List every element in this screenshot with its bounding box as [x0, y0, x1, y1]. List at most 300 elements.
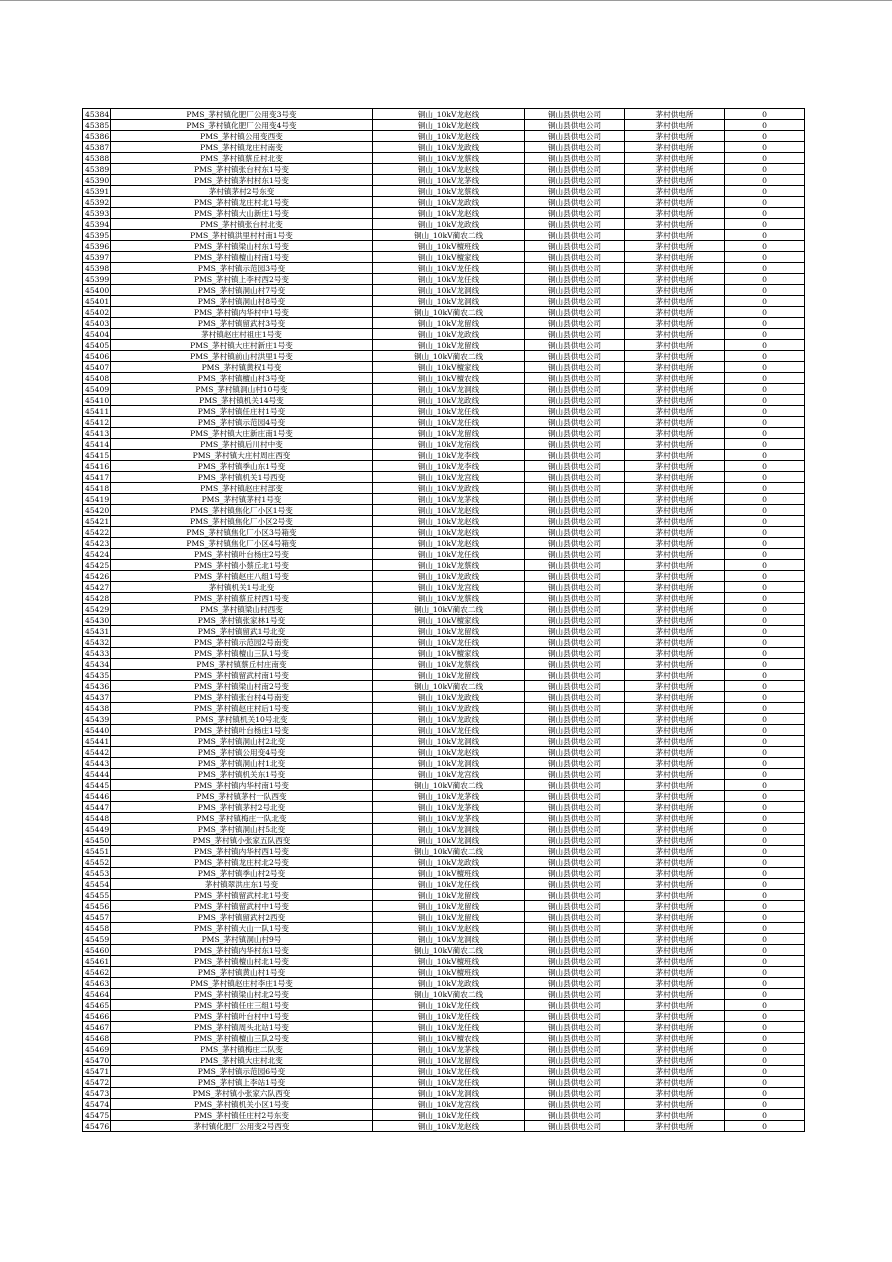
company-cell: 铜山县供电公司: [525, 967, 625, 978]
value-cell: 0: [725, 483, 805, 494]
station-cell: 茅村供电所: [625, 450, 725, 461]
transformer-name-cell: PMS_茅村镇示范园3号变: [111, 263, 373, 274]
table-row: [83, 417, 805, 428]
transformer-name-cell: PMS_茅村镇大庄村新庄1号变: [111, 340, 373, 351]
value-cell: 0: [725, 901, 805, 912]
feeder-line-cell: 铜山_10kV龙留线: [373, 428, 525, 439]
record-id-cell: 45391: [83, 186, 111, 197]
transformer-name-cell: PMS_茅村镇黄山村1号变: [111, 967, 373, 978]
record-id-cell: 45401: [83, 296, 111, 307]
record-id-cell: 45425: [83, 560, 111, 571]
company-cell: 铜山县供电公司: [525, 252, 625, 263]
company-cell: 铜山县供电公司: [525, 604, 625, 615]
value-cell: 0: [725, 736, 805, 747]
transformer-name-cell: PMS_茅村镇张台村东1号变: [111, 164, 373, 175]
station-cell: 茅村供电所: [625, 901, 725, 912]
station-cell: 茅村供电所: [625, 241, 725, 252]
table-row: [83, 1110, 805, 1121]
transformer-name-cell: PMS_茅村镇赵庄八组1号变: [111, 571, 373, 582]
table-row: [83, 439, 805, 450]
station-cell: 茅村供电所: [625, 318, 725, 329]
station-cell: 茅村供电所: [625, 428, 725, 439]
record-id-cell: 45455: [83, 890, 111, 901]
company-cell: 铜山县供电公司: [525, 1066, 625, 1077]
table-row: [83, 1011, 805, 1022]
record-id-cell: 45413: [83, 428, 111, 439]
company-cell: 铜山县供电公司: [525, 560, 625, 571]
record-id-cell: 45464: [83, 989, 111, 1000]
record-id-cell: 45449: [83, 824, 111, 835]
transformer-name-cell: PMS_茅村镇机关小区1号变: [111, 1099, 373, 1110]
transformer-name-cell: PMS_茅村镇梁山村南2号变: [111, 681, 373, 692]
feeder-line-cell: 铜山_10kV龙赵线: [373, 120, 525, 131]
company-cell: 铜山县供电公司: [525, 373, 625, 384]
station-cell: 茅村供电所: [625, 329, 725, 340]
company-cell: 铜山县供电公司: [525, 483, 625, 494]
transformer-name-cell: PMS_茅村镇洞山村10号变: [111, 384, 373, 395]
station-cell: 茅村供电所: [625, 571, 725, 582]
feeder-line-cell: 铜山_10kV龙洞线: [373, 285, 525, 296]
transformer-name-cell: PMS_茅村镇机关1号西变: [111, 472, 373, 483]
table-row: [83, 373, 805, 384]
record-id-cell: 45452: [83, 857, 111, 868]
transformer-name-cell: PMS_茅村镇洞山村8号变: [111, 296, 373, 307]
table-row: [83, 1044, 805, 1055]
record-id-cell: 45458: [83, 923, 111, 934]
record-id-cell: 45395: [83, 230, 111, 241]
feeder-line-cell: 铜山_10kV龙任线: [373, 1022, 525, 1033]
table-row: [83, 1033, 805, 1044]
feeder-line-cell: 铜山_10kV龙蔡线: [373, 593, 525, 604]
value-cell: 0: [725, 505, 805, 516]
station-cell: 茅村供电所: [625, 934, 725, 945]
station-cell: 茅村供电所: [625, 461, 725, 472]
record-id-cell: 45407: [83, 362, 111, 373]
station-cell: 茅村供电所: [625, 846, 725, 857]
station-cell: 茅村供电所: [625, 384, 725, 395]
station-cell: 茅村供电所: [625, 527, 725, 538]
station-cell: 茅村供电所: [625, 175, 725, 186]
record-id-cell: 45411: [83, 406, 111, 417]
company-cell: 铜山县供电公司: [525, 714, 625, 725]
table-row: [83, 428, 805, 439]
station-cell: 茅村供电所: [625, 1099, 725, 1110]
company-cell: 铜山县供电公司: [525, 978, 625, 989]
record-id-cell: 45405: [83, 340, 111, 351]
record-id-cell: 45426: [83, 571, 111, 582]
transformer-name-cell: PMS_茅村镇留武村3号变: [111, 318, 373, 329]
company-cell: 铜山县供电公司: [525, 274, 625, 285]
record-id-cell: 45446: [83, 791, 111, 802]
company-cell: 铜山县供电公司: [525, 989, 625, 1000]
feeder-line-cell: 铜山_10kV龙任线: [373, 274, 525, 285]
company-cell: 铜山县供电公司: [525, 824, 625, 835]
record-id-cell: 45386: [83, 131, 111, 142]
company-cell: 铜山县供电公司: [525, 1099, 625, 1110]
table-row: [83, 538, 805, 549]
value-cell: 0: [725, 428, 805, 439]
value-cell: 0: [725, 516, 805, 527]
feeder-line-cell: 铜山_10kV蔺农二线: [373, 846, 525, 857]
feeder-line-cell: 铜山_10kV龙蔡线: [373, 153, 525, 164]
value-cell: 0: [725, 923, 805, 934]
record-id-cell: 45466: [83, 1011, 111, 1022]
feeder-line-cell: 铜山_10kV蔺农二线: [373, 989, 525, 1000]
table-row: [83, 351, 805, 362]
company-cell: 铜山县供电公司: [525, 1121, 625, 1132]
value-cell: 0: [725, 714, 805, 725]
company-cell: 铜山县供电公司: [525, 692, 625, 703]
station-cell: 茅村供电所: [625, 637, 725, 648]
table-row: [83, 450, 805, 461]
value-cell: 0: [725, 1066, 805, 1077]
table-row: [83, 285, 805, 296]
value-cell: 0: [725, 978, 805, 989]
company-cell: 铜山县供电公司: [525, 890, 625, 901]
record-id-cell: 45456: [83, 901, 111, 912]
transformer-name-cell: 茅村镇赵庄村祖庄1号变: [111, 329, 373, 340]
record-id-cell: 45423: [83, 538, 111, 549]
value-cell: 0: [725, 637, 805, 648]
transformer-name-cell: PMS_茅村镇龙庄村北2号变: [111, 857, 373, 868]
station-cell: 茅村供电所: [625, 1110, 725, 1121]
value-cell: 0: [725, 219, 805, 230]
value-cell: 0: [725, 1022, 805, 1033]
record-id-cell: 45420: [83, 505, 111, 516]
transformer-name-cell: 茅村镇机关1号北变: [111, 582, 373, 593]
station-cell: 茅村供电所: [625, 351, 725, 362]
value-cell: 0: [725, 846, 805, 857]
value-cell: 0: [725, 494, 805, 505]
table-row: [83, 1022, 805, 1033]
company-cell: 铜山县供电公司: [525, 670, 625, 681]
record-id-cell: 45390: [83, 175, 111, 186]
table-row: [83, 252, 805, 263]
station-cell: 茅村供电所: [625, 549, 725, 560]
feeder-line-cell: 铜山_10kV龙洞线: [373, 384, 525, 395]
transformer-name-cell: PMS_茅村镇内华村中1号变: [111, 307, 373, 318]
record-id-cell: 45384: [83, 109, 111, 120]
station-cell: 茅村供电所: [625, 274, 725, 285]
transformer-name-cell: PMS_茅村镇上李村西2号变: [111, 274, 373, 285]
table-row: [83, 681, 805, 692]
transformer-name-cell: PMS_茅村镇洞山村9号: [111, 934, 373, 945]
value-cell: 0: [725, 175, 805, 186]
table-row: [83, 296, 805, 307]
feeder-line-cell: 铜山_10kV檀家线: [373, 362, 525, 373]
record-id-cell: 45471: [83, 1066, 111, 1077]
feeder-line-cell: 铜山_10kV龙政线: [373, 692, 525, 703]
transformer-name-cell: PMS_茅村镇蔡丘村庄南变: [111, 659, 373, 670]
station-cell: 茅村供电所: [625, 1066, 725, 1077]
table-row: [83, 1121, 805, 1132]
table-row: [83, 824, 805, 835]
transformer-name-cell: PMS_茅村镇黄权1号变: [111, 362, 373, 373]
feeder-line-cell: 铜山_10kV龙政线: [373, 483, 525, 494]
transformer-name-cell: PMS_茅村镇茅村村东1号变: [111, 175, 373, 186]
value-cell: 0: [725, 582, 805, 593]
value-cell: 0: [725, 461, 805, 472]
company-cell: 铜山县供电公司: [525, 417, 625, 428]
transformer-name-cell: PMS_茅村镇梅庄一队北变: [111, 813, 373, 824]
value-cell: 0: [725, 373, 805, 384]
company-cell: 铜山县供电公司: [525, 615, 625, 626]
record-id-cell: 45470: [83, 1055, 111, 1066]
station-cell: 茅村供电所: [625, 604, 725, 615]
station-cell: 茅村供电所: [625, 494, 725, 505]
company-cell: 铜山县供电公司: [525, 241, 625, 252]
table-row: [83, 395, 805, 406]
feeder-line-cell: 铜山_10kV龙任线: [373, 879, 525, 890]
feeder-line-cell: 铜山_10kV龙留线: [373, 340, 525, 351]
value-cell: 0: [725, 1055, 805, 1066]
transformer-name-cell: PMS_茅村镇示范园2号南变: [111, 637, 373, 648]
company-cell: 铜山县供电公司: [525, 296, 625, 307]
table-row: [83, 626, 805, 637]
value-cell: 0: [725, 769, 805, 780]
table-row: [83, 758, 805, 769]
station-cell: 茅村供电所: [625, 472, 725, 483]
value-cell: 0: [725, 648, 805, 659]
company-cell: 铜山县供电公司: [525, 505, 625, 516]
company-cell: 铜山县供电公司: [525, 659, 625, 670]
company-cell: 铜山县供电公司: [525, 329, 625, 340]
table-row: [83, 967, 805, 978]
feeder-line-cell: 铜山_10kV龙任线: [373, 1066, 525, 1077]
company-cell: 铜山县供电公司: [525, 747, 625, 758]
feeder-line-cell: 铜山_10kV檀家线: [373, 615, 525, 626]
value-cell: 0: [725, 560, 805, 571]
table-row: [83, 1055, 805, 1066]
value-cell: 0: [725, 285, 805, 296]
transformer-name-cell: PMS_茅村镇小蔡丘北1号变: [111, 560, 373, 571]
value-cell: 0: [725, 571, 805, 582]
record-id-cell: 45462: [83, 967, 111, 978]
transformer-name-cell: PMS_茅村镇梁山村西变: [111, 604, 373, 615]
record-id-cell: 45447: [83, 802, 111, 813]
table-row: [83, 978, 805, 989]
transformer-name-cell: PMS_茅村镇茅村2号北变: [111, 802, 373, 813]
station-cell: 茅村供电所: [625, 164, 725, 175]
record-id-cell: 45397: [83, 252, 111, 263]
feeder-line-cell: 铜山_10kV龙政线: [373, 197, 525, 208]
transformer-name-cell: PMS_茅村镇茅村1号变: [111, 494, 373, 505]
transformer-name-cell: PMS_茅村镇赵庄村后1号变: [111, 703, 373, 714]
record-id-cell: 45387: [83, 142, 111, 153]
company-cell: 铜山县供电公司: [525, 857, 625, 868]
station-cell: 茅村供电所: [625, 945, 725, 956]
value-cell: 0: [725, 1033, 805, 1044]
value-cell: 0: [725, 1044, 805, 1055]
feeder-line-cell: 铜山_10kV龙留线: [373, 912, 525, 923]
transformer-name-cell: PMS_茅村镇檀山村南1号变: [111, 252, 373, 263]
company-cell: 铜山县供电公司: [525, 186, 625, 197]
feeder-line-cell: 铜山_10kV龙留线: [373, 670, 525, 681]
record-id-cell: 45437: [83, 692, 111, 703]
value-cell: 0: [725, 934, 805, 945]
transformer-table: [82, 108, 804, 1132]
table-row: [83, 593, 805, 604]
record-id-cell: 45440: [83, 725, 111, 736]
table-row: [83, 560, 805, 571]
table-row: [83, 494, 805, 505]
company-cell: 铜山县供电公司: [525, 1000, 625, 1011]
table-row: [83, 868, 805, 879]
table-row: [83, 164, 805, 175]
transformer-name-cell: PMS_茅村镇洞山村7号变: [111, 285, 373, 296]
company-cell: 铜山县供电公司: [525, 318, 625, 329]
value-cell: 0: [725, 670, 805, 681]
value-cell: 0: [725, 197, 805, 208]
feeder-line-cell: 铜山_10kV蔺农二线: [373, 351, 525, 362]
transformer-name-cell: 茅村镇茅村2号东变: [111, 186, 373, 197]
table-row: [83, 989, 805, 1000]
company-cell: 铜山县供电公司: [525, 307, 625, 318]
record-id-cell: 45469: [83, 1044, 111, 1055]
feeder-line-cell: 铜山_10kV龙李线: [373, 450, 525, 461]
table-row: [83, 692, 805, 703]
company-cell: 铜山县供电公司: [525, 494, 625, 505]
station-cell: 茅村供电所: [625, 538, 725, 549]
table-row: [83, 813, 805, 824]
transformer-name-cell: PMS_茅村镇机关东1号变: [111, 769, 373, 780]
value-cell: 0: [725, 824, 805, 835]
record-id-cell: 45415: [83, 450, 111, 461]
company-cell: 铜山县供电公司: [525, 428, 625, 439]
station-cell: 茅村供电所: [625, 714, 725, 725]
feeder-line-cell: 铜山_10kV檀班线: [373, 868, 525, 879]
transformer-name-cell: PMS_茅村镇后川村中变: [111, 439, 373, 450]
station-cell: 茅村供电所: [625, 186, 725, 197]
feeder-line-cell: 铜山_10kV龙赵线: [373, 1121, 525, 1132]
feeder-line-cell: 铜山_10kV龙茅线: [373, 813, 525, 824]
feeder-line-cell: 铜山_10kV龙宿线: [373, 439, 525, 450]
transformer-name-cell: PMS_茅村镇张家林1号变: [111, 615, 373, 626]
transformer-name-cell: PMS_茅村镇茅村一队西变: [111, 791, 373, 802]
station-cell: 茅村供电所: [625, 956, 725, 967]
record-id-cell: 45476: [83, 1121, 111, 1132]
station-cell: 茅村供电所: [625, 1121, 725, 1132]
value-cell: 0: [725, 351, 805, 362]
transformer-name-cell: PMS_茅村镇小张家六队西变: [111, 1088, 373, 1099]
value-cell: 0: [725, 1000, 805, 1011]
value-cell: 0: [725, 967, 805, 978]
station-cell: 茅村供电所: [625, 395, 725, 406]
company-cell: 铜山县供电公司: [525, 835, 625, 846]
feeder-line-cell: 铜山_10kV龙政线: [373, 857, 525, 868]
record-id-cell: 45421: [83, 516, 111, 527]
transformer-name-cell: PMS_茅村镇赵庄村李庄1号变: [111, 978, 373, 989]
transformer-name-cell: PMS_茅村镇示范园4号变: [111, 417, 373, 428]
table-row: [83, 714, 805, 725]
table-row: [83, 791, 805, 802]
company-cell: 铜山县供电公司: [525, 219, 625, 230]
feeder-line-cell: 铜山_10kV龙赵线: [373, 923, 525, 934]
transformer-name-cell: PMS_茅村镇上李站1号变: [111, 1077, 373, 1088]
station-cell: 茅村供电所: [625, 670, 725, 681]
transformer-name-cell: PMS_茅村镇张台村北变: [111, 219, 373, 230]
feeder-line-cell: 铜山_10kV龙蔡线: [373, 659, 525, 670]
table-row: [83, 362, 805, 373]
table-row: [83, 109, 805, 120]
transformer-name-cell: PMS_茅村镇公用变4号变: [111, 747, 373, 758]
record-id-cell: 45389: [83, 164, 111, 175]
value-cell: 0: [725, 131, 805, 142]
record-id-cell: 45457: [83, 912, 111, 923]
company-cell: 铜山县供电公司: [525, 1077, 625, 1088]
transformer-name-cell: PMS_茅村镇焦化厂小区2号变: [111, 516, 373, 527]
station-cell: 茅村供电所: [625, 725, 725, 736]
table-row: [83, 483, 805, 494]
value-cell: 0: [725, 296, 805, 307]
record-id-cell: 45474: [83, 1099, 111, 1110]
feeder-line-cell: 铜山_10kV龙宫线: [373, 472, 525, 483]
company-cell: 铜山县供电公司: [525, 406, 625, 417]
feeder-line-cell: 铜山_10kV龙赵线: [373, 208, 525, 219]
station-cell: 茅村供电所: [625, 747, 725, 758]
company-cell: 铜山县供电公司: [525, 582, 625, 593]
company-cell: 铜山县供电公司: [525, 395, 625, 406]
table-row: [83, 769, 805, 780]
value-cell: 0: [725, 615, 805, 626]
station-cell: 茅村供电所: [625, 1000, 725, 1011]
station-cell: 茅村供电所: [625, 208, 725, 219]
table-row: [83, 747, 805, 758]
feeder-line-cell: 铜山_10kV龙留线: [373, 318, 525, 329]
station-cell: 茅村供电所: [625, 131, 725, 142]
value-cell: 0: [725, 747, 805, 758]
station-cell: 茅村供电所: [625, 153, 725, 164]
feeder-line-cell: 铜山_10kV龙赵线: [373, 538, 525, 549]
station-cell: 茅村供电所: [625, 197, 725, 208]
table-row: [83, 648, 805, 659]
station-cell: 茅村供电所: [625, 296, 725, 307]
station-cell: 茅村供电所: [625, 340, 725, 351]
record-id-cell: 45444: [83, 769, 111, 780]
station-cell: 茅村供电所: [625, 659, 725, 670]
feeder-line-cell: 铜山_10kV蔺农二线: [373, 681, 525, 692]
station-cell: 茅村供电所: [625, 1077, 725, 1088]
transformer-name-cell: PMS_茅村镇檀山村3号变: [111, 373, 373, 384]
station-cell: 茅村供电所: [625, 1044, 725, 1055]
station-cell: 茅村供电所: [625, 582, 725, 593]
record-id-cell: 45388: [83, 153, 111, 164]
record-id-cell: 45412: [83, 417, 111, 428]
transformer-name-cell: PMS_茅村镇张台村4号南变: [111, 692, 373, 703]
company-cell: 铜山县供电公司: [525, 791, 625, 802]
company-cell: 铜山县供电公司: [525, 527, 625, 538]
value-cell: 0: [725, 681, 805, 692]
record-id-cell: 45460: [83, 945, 111, 956]
record-id-cell: 45396: [83, 241, 111, 252]
transformer-name-cell: PMS_茅村镇洞山村1北变: [111, 758, 373, 769]
value-cell: 0: [725, 1011, 805, 1022]
feeder-line-cell: 铜山_10kV龙政线: [373, 571, 525, 582]
table-row: [83, 263, 805, 274]
value-cell: 0: [725, 780, 805, 791]
company-cell: 铜山县供电公司: [525, 868, 625, 879]
company-cell: 铜山县供电公司: [525, 681, 625, 692]
station-cell: 茅村供电所: [625, 505, 725, 516]
value-cell: 0: [725, 439, 805, 450]
station-cell: 茅村供电所: [625, 417, 725, 428]
station-cell: 茅村供电所: [625, 560, 725, 571]
company-cell: 铜山县供电公司: [525, 263, 625, 274]
company-cell: 铜山县供电公司: [525, 802, 625, 813]
company-cell: 铜山县供电公司: [525, 1110, 625, 1121]
record-id-cell: 45434: [83, 659, 111, 670]
transformer-name-cell: PMS_茅村镇内华村东1号变: [111, 945, 373, 956]
